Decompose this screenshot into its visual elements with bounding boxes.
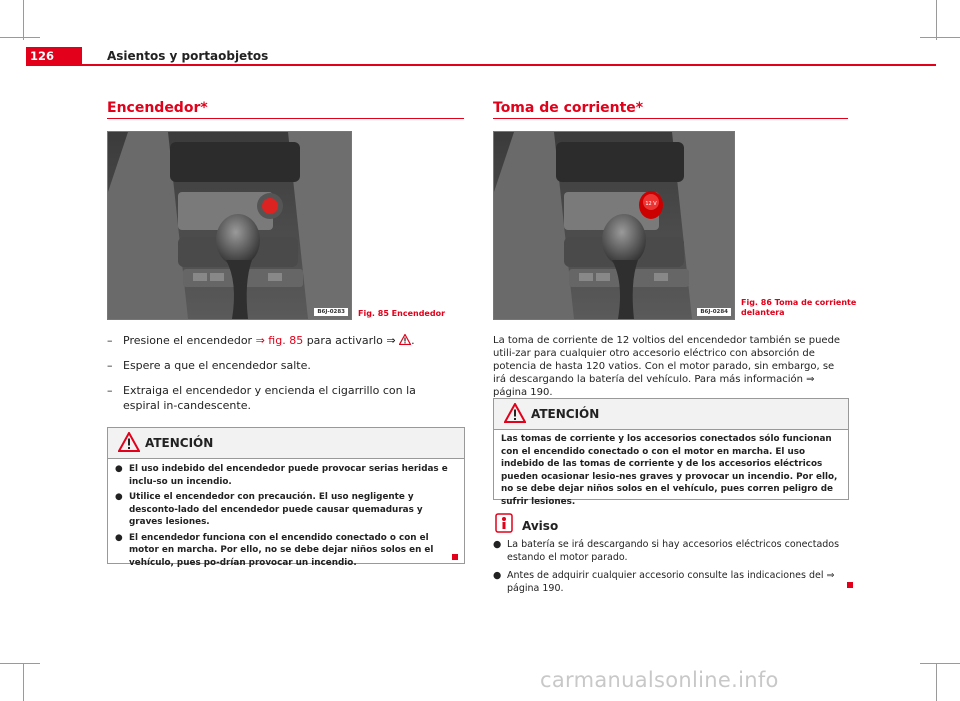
console-lighter-illustration — [108, 132, 351, 319]
warning-body — [115, 463, 459, 572]
figure-caption: Fig. 86 Toma de corriente delantera — [741, 298, 857, 317]
crop-mark — [23, 0, 24, 40]
warning-header — [494, 399, 848, 430]
warning-item: ● El encendedor funciona con el encendido conectado o con el motor en marcha. Por ello, no se debe dejar niños solos en el vehículo, pues po-drían provocar un incendio. — [115, 532, 434, 568]
warning-item: ● Utilice el encendedor con precaución. El uso negligente y desconto-lado del encendedor puede causar quemaduras y graves lesiones. — [115, 492, 423, 527]
warning-triangle-icon — [118, 432, 140, 452]
warning-title: ATENCIÓN — [145, 436, 214, 450]
note-body — [493, 538, 843, 598]
running-title: Asientos y portaobjetos — [107, 49, 269, 63]
heading-encendedor: Encendedor* — [107, 100, 208, 116]
crop-mark — [936, 0, 937, 40]
page-number: 126 — [26, 47, 82, 66]
crop-mark — [0, 37, 40, 38]
figure-tag: B6J-0283 — [314, 308, 348, 316]
warning-box-lighter — [107, 427, 465, 568]
crop-mark — [0, 663, 40, 664]
socket-label: 12 V — [645, 201, 657, 207]
figure-caption: Fig. 85 Encendedor — [358, 309, 446, 318]
warning-item: ● El uso indebido del encendedor puede provocar serias heridas e inclu-so un incendio. — [115, 464, 448, 487]
figure-power-socket — [493, 131, 735, 320]
console-socket-illustration — [494, 132, 734, 319]
socket-paragraph: La toma de corriente de 12 voltios del encendedor también se puede utili-zar para cualquier otro accesorio eléctrico con absorción de potencia de hasta 120 vatios. Con el motor parado, sin embargo, se irá descargando la batería del vehículo. Para más información ⇒ página 190. — [493, 335, 841, 398]
warning-body: Las tomas de corriente y los accesorios conectados sólo funcionan con el encendido conectado o con el motor en marcha. El uso indebido de las tomas de corriente y de los accesorios eléctricos pueden ocasionar lesio-nes graves y provocar un incendio. Por ello, no se debe dejar niños solos en el vehículo, pues corren peligro de sufrir lesiones. — [501, 434, 838, 507]
note-title: Aviso — [522, 519, 559, 533]
crop-mark — [23, 663, 24, 701]
warning-triangle-icon — [504, 403, 526, 423]
section-end-mark — [452, 554, 458, 560]
figure-lighter — [107, 131, 352, 320]
crop-mark — [920, 37, 960, 38]
warning-triangle-icon — [399, 334, 411, 345]
section-end-mark — [847, 582, 853, 588]
info-note-icon — [495, 513, 513, 533]
figure-tag: B6J-0284 — [697, 308, 731, 316]
crop-mark — [920, 663, 960, 664]
note-item: ● La batería se irá descargando si hay accesorios eléctricos conectados estando el motor parado. — [493, 539, 840, 563]
warning-header — [108, 428, 464, 459]
warning-title: ATENCIÓN — [531, 407, 600, 421]
heading-rule — [107, 118, 464, 119]
page-header — [26, 47, 936, 66]
crop-mark — [936, 663, 937, 701]
note-item: ● Antes de adquirir cualquier accesorio consulte las indicaciones del ⇒ página 190. — [493, 570, 835, 594]
header-rule — [26, 64, 936, 66]
warning-box-socket — [493, 398, 849, 507]
heading-toma-de-corriente: Toma de corriente* — [493, 100, 644, 116]
heading-rule — [493, 118, 848, 119]
watermark: carmanualsonline.info — [540, 668, 779, 692]
fig-85-link[interactable]: ⇒ fig. 85 — [255, 334, 304, 347]
